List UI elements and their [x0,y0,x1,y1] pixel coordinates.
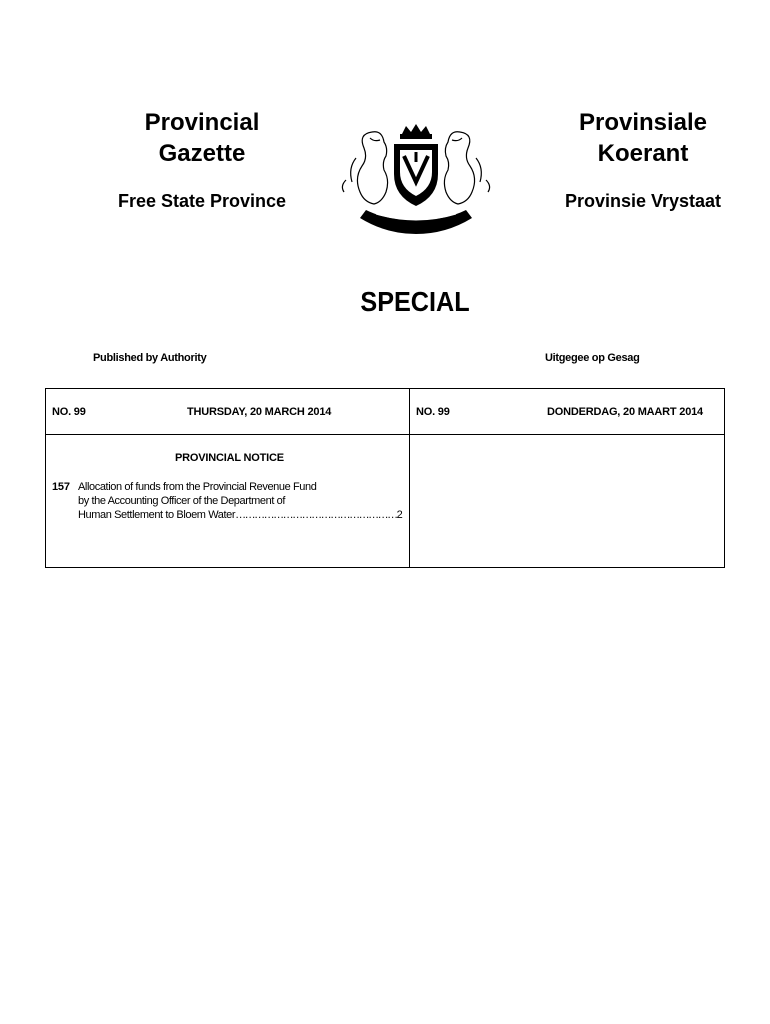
issue-number-left: NO. 99 [52,406,86,418]
published-by-authority: Published by Authority [93,352,207,364]
right-title-line1: Provinsiale [578,109,708,136]
notice-number: 157 [52,481,70,493]
special-label: SPECIAL [360,286,470,317]
issue-date-left: THURSDAY, 20 MARCH 2014 [187,406,332,418]
notice-line-1: Allocation of funds from the Provincial Revenue Fund [78,481,317,493]
notice-line-2: by the Accounting Officer of the Department of [78,495,286,507]
contents-table [45,388,725,568]
notice-line-3-text: Human Settlement to Bloem Water [78,509,236,521]
right-title-line2: Koerant [597,140,689,167]
column-divider [409,389,410,567]
right-subtitle: Provinsie Vrystaat [564,191,722,211]
notice-line-3 [78,508,402,522]
notice-entry [78,480,402,522]
left-title [112,107,292,169]
coat-of-arms-icon [336,118,496,238]
provincial-notice-heading: PROVINCIAL NOTICE [175,452,284,464]
notice-page-number: 2 [396,509,403,521]
notice-leader: …………………………………………… [235,509,397,521]
uitgegee-op-gesag: Uitgegee op Gesag [545,352,640,364]
issue-number-right: NO. 99 [416,406,450,418]
issue-date-right: DONDERDAG, 20 MAART 2014 [547,406,703,418]
row-divider [46,434,724,435]
right-title [553,107,733,169]
left-title-line2: Gazette [158,140,246,167]
left-title-line1: Provincial [144,109,260,136]
left-subtitle: Free State Province [117,191,287,211]
